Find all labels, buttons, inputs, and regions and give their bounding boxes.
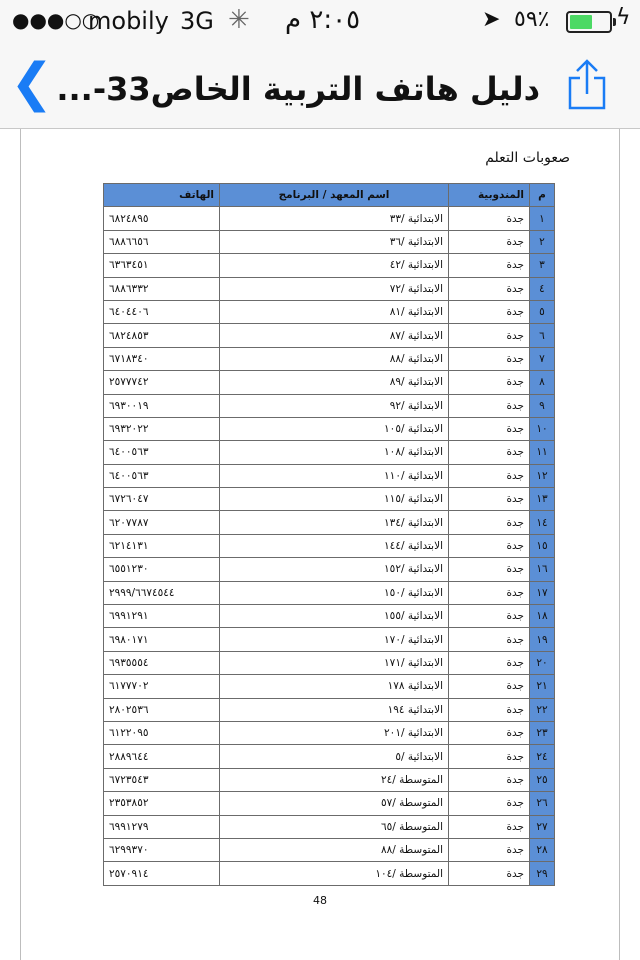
column-header-phone: الهاتف [104,184,220,207]
row-number: ٢٧ [530,815,555,838]
table-row [104,862,555,885]
column-header-region: المندوبية [449,184,530,207]
row-region: جدة [449,605,530,628]
row-number: ١٣ [530,488,555,511]
row-phone: ٢٥٧٠٩١٤ [104,862,220,885]
row-phone: ٦٣٦٣٤٥١ [104,254,220,277]
row-institute: الابتدائية /١٠٥ [220,417,449,440]
row-phone: ٦٩٩١٢٩١ [104,605,220,628]
row-number: ١٦ [530,558,555,581]
row-phone: ٦١٢٢٠٩٥ [104,721,220,744]
phone-directory-table [103,183,555,886]
table-row [104,581,555,604]
row-number: ٢٣ [530,721,555,744]
row-number: ١٩ [530,628,555,651]
row-institute: الابتدائية /٧٢ [220,277,449,300]
table-row [104,347,555,370]
row-region: جدة [449,862,530,885]
table-row [104,441,555,464]
row-number: ٤ [530,277,555,300]
row-region: جدة [449,230,530,253]
table-row [104,605,555,628]
row-phone: ٦٨٢٤٨٩٥ [104,207,220,230]
row-phone: ٢٩٩٩/٦٦٧٤٥٤٤ [104,581,220,604]
row-phone: ٦٩٩١٢٧٩ [104,815,220,838]
row-institute: المتوسطة /١٠٤ [220,862,449,885]
row-region: جدة [449,347,530,370]
table-row [104,768,555,791]
table-row [104,277,555,300]
row-number: ١٨ [530,605,555,628]
location-arrow-icon: ➤ [482,7,501,32]
row-phone: ٦٢٠٧٧٨٧ [104,511,220,534]
signal-strength-indicator: ●●●○○ [12,8,100,32]
status-bar [0,0,640,40]
row-region: جدة [449,254,530,277]
row-institute: الابتدائية /١٥٢ [220,558,449,581]
row-region: جدة [449,207,530,230]
battery-percent: ٪٥٩ [514,7,550,32]
row-region: جدة [449,394,530,417]
table-row [104,721,555,744]
battery-icon [566,11,612,33]
row-number: ٢ [530,230,555,253]
table-row [104,394,555,417]
network-type: 3G [180,7,214,35]
table-row [104,254,555,277]
row-region: جدة [449,651,530,674]
row-phone: ٦٩٨٠١٧١ [104,628,220,651]
row-institute: الابتدائية /١١٠ [220,464,449,487]
row-number: ٦ [530,324,555,347]
table-row [104,651,555,674]
table-row [104,488,555,511]
share-icon[interactable] [566,58,608,112]
row-region: جدة [449,792,530,815]
row-phone: ٦٩٣٢٠٢٢ [104,417,220,440]
table-row [104,558,555,581]
row-phone: ٦٨٨٦٣٣٢ [104,277,220,300]
row-institute: الابتدائية /١٥٥ [220,605,449,628]
column-header-number: م [530,184,555,207]
row-institute: الابتدائية /٣٣ [220,207,449,230]
row-phone: ٢٥٧٧٧٤٢ [104,371,220,394]
row-number: ٢٩ [530,862,555,885]
row-region: جدة [449,441,530,464]
row-phone: ٦٩٣٠٠١٩ [104,394,220,417]
charging-bolt-icon: ϟ [616,5,631,30]
row-number: ٢٥ [530,768,555,791]
row-phone: ٦٨٢٤٨٥٣ [104,324,220,347]
row-phone: ٢٨٠٢٥٣٦ [104,698,220,721]
table-row [104,464,555,487]
row-institute: الابتدائية /٨٩ [220,371,449,394]
row-institute: المتوسطة /٥٧ [220,792,449,815]
row-region: جدة [449,675,530,698]
row-institute: الابتدائية /١٧١ [220,651,449,674]
row-institute: المتوسطة /٢٤ [220,768,449,791]
row-number: ٢٤ [530,745,555,768]
row-number: ٨ [530,371,555,394]
table-row [104,324,555,347]
row-institute: الابتدائية /١٤٤ [220,534,449,557]
row-phone: ٦٤٠٠٥٦٣ [104,441,220,464]
section-heading: صعوبات التعلم [485,150,570,166]
table-row [104,534,555,557]
row-region: جدة [449,558,530,581]
row-number: ٢٠ [530,651,555,674]
back-chevron-icon[interactable]: ❮ [10,53,54,113]
row-institute: الابتدائية /١٧٠ [220,628,449,651]
row-region: جدة [449,371,530,394]
row-phone: ٦٧٢٣٥٤٣ [104,768,220,791]
row-region: جدة [449,464,530,487]
row-region: جدة [449,511,530,534]
row-region: جدة [449,300,530,323]
row-region: جدة [449,324,530,347]
row-institute: الابتدائية /١١٥ [220,488,449,511]
row-institute: المتوسطة /٦٥ [220,815,449,838]
row-region: جدة [449,534,530,557]
table-row [104,371,555,394]
row-number: ١٠ [530,417,555,440]
row-number: ١٥ [530,534,555,557]
table-row [104,698,555,721]
column-header-institute: اسم المعهد / البرنامج [220,184,449,207]
row-number: ٢٦ [530,792,555,815]
table-row [104,815,555,838]
row-institute: المتوسطة /٨٨ [220,838,449,861]
table-row [104,838,555,861]
row-region: جدة [449,721,530,744]
table-row [104,792,555,815]
row-institute: الابتدائية /١٣٤ [220,511,449,534]
row-institute: الابتدائية /١٠٨ [220,441,449,464]
row-institute: الابتدائية /٢٠١ [220,721,449,744]
row-institute: الابتدائية /٨٨ [220,347,449,370]
row-phone: ٦٧٢٦٠٤٧ [104,488,220,511]
row-region: جدة [449,745,530,768]
row-phone: ٦٢٩٩٣٧٠ [104,838,220,861]
row-phone: ٦٨٨٦٦٥٦ [104,230,220,253]
row-number: ٢٨ [530,838,555,861]
row-region: جدة [449,581,530,604]
row-region: جدة [449,698,530,721]
table-row [104,300,555,323]
battery-level-fill [570,15,592,29]
row-number: ٩ [530,394,555,417]
table-row [104,511,555,534]
status-time: ٢:٠٥ م [285,5,361,35]
row-institute: الابتدائية ١٧٨ [220,675,449,698]
table-row [104,417,555,440]
row-region: جدة [449,838,530,861]
row-region: جدة [449,815,530,838]
navigation-bar [0,44,640,128]
row-phone: ٦٧١٨٣٤٠ [104,347,220,370]
row-number: ١ [530,207,555,230]
row-region: جدة [449,277,530,300]
row-phone: ٢٣٥٣٨٥٢ [104,792,220,815]
row-number: ١٢ [530,464,555,487]
row-institute: الابتدائية /٨١ [220,300,449,323]
row-region: جدة [449,768,530,791]
row-number: ٣ [530,254,555,277]
activity-spinner-icon: ✳ [228,5,250,35]
row-phone: ٦٥٥١٢٣٠ [104,558,220,581]
row-number: ٧ [530,347,555,370]
row-number: ٢١ [530,675,555,698]
top-bar [0,0,640,129]
row-region: جدة [449,417,530,440]
row-institute: الابتدائية /٣٦ [220,230,449,253]
row-number: ١٤ [530,511,555,534]
carrier-name: mobily [88,7,169,35]
row-institute: الابتدائية /٥ [220,745,449,768]
row-phone: ٦٢١٤١٣١ [104,534,220,557]
table-row [104,675,555,698]
row-phone: ٦٩٣٥٥٥٤ [104,651,220,674]
row-institute: الابتدائية ١٩٤ [220,698,449,721]
row-number: ١١ [530,441,555,464]
row-institute: الابتدائية /٩٢ [220,394,449,417]
row-phone: ٢٨٨٩٦٤٤ [104,745,220,768]
row-region: جدة [449,628,530,651]
row-institute: الابتدائية /١٥٠ [220,581,449,604]
row-number: ١٧ [530,581,555,604]
row-institute: الابتدائية /٨٧ [220,324,449,347]
page-number: 48 [313,894,327,907]
row-phone: ٦٤٠٤٤٠٦ [104,300,220,323]
row-institute: الابتدائية /٤٢ [220,254,449,277]
row-region: جدة [449,488,530,511]
table-row [104,230,555,253]
row-phone: ٦١٧٧٧٠٢ [104,675,220,698]
table-header-row [104,184,555,207]
row-number: ٥ [530,300,555,323]
table-row [104,207,555,230]
row-number: ٢٢ [530,698,555,721]
row-phone: ٦٤٠٠٥٦٣ [104,464,220,487]
table-row [104,628,555,651]
document-title: دليل هاتف التربية الخاص33-... [56,70,540,108]
table-row [104,745,555,768]
